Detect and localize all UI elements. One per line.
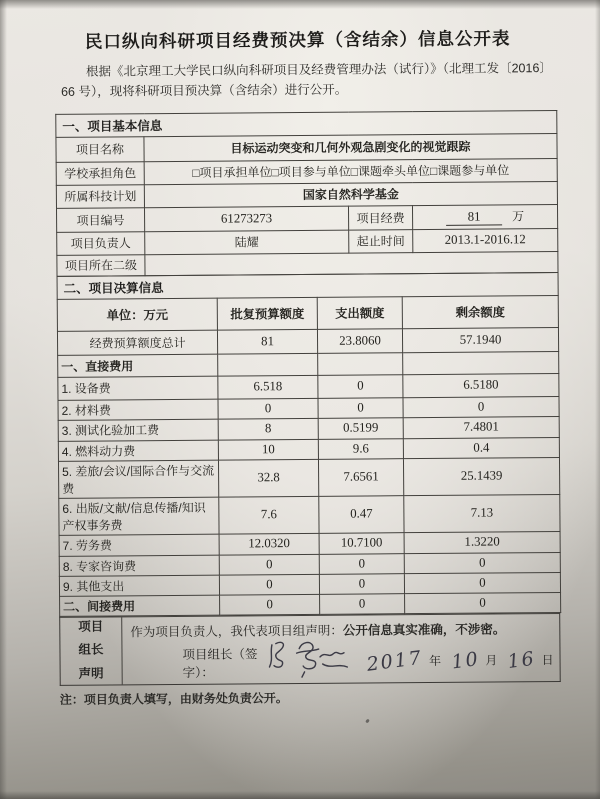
handwritten-signature — [266, 629, 357, 684]
field-label-project-name: 项目名称 — [56, 136, 144, 162]
field-value-project-name: 目标运动突变和几何外观急剧变化的视觉跟踪 — [144, 133, 557, 161]
cell-approved: 0 — [219, 574, 319, 595]
cell-remaining: 0.4 — [403, 437, 559, 458]
row-label: 4. 燃料动力费 — [58, 440, 218, 461]
table-row — [58, 457, 559, 498]
sign-label: 项目组长（签字）： — [182, 646, 258, 680]
row-label: 8. 专家咨询费 — [59, 555, 219, 576]
statement-emphasis: 公开信息真实准确，不涉密。 — [342, 621, 506, 638]
field-value-school-role: □项目承担单位□项目参与单位□课题牵头单位□课题参与单位 — [144, 158, 557, 184]
field-value-program: 国家自然科学基金 — [144, 181, 557, 207]
cell-spent: 0.5199 — [318, 417, 403, 439]
row-label: 一、直接费用 — [58, 354, 218, 377]
cell-spent: 10.7100 — [319, 532, 404, 554]
col-header-unit: 单位：万元 — [57, 298, 217, 331]
field-label-project-funds: 项目经费 — [348, 205, 412, 230]
cell-spent — [318, 352, 403, 375]
handwritten-year: 2017 — [365, 646, 425, 676]
field-label-secondary-unit: 项目所在二级 — [57, 254, 145, 276]
row-label: 2. 材料费 — [58, 399, 218, 420]
field-label-school-role: 学校承担角色 — [56, 161, 144, 185]
cell-approved: 81 — [217, 329, 317, 354]
row-label: 1. 设备费 — [58, 376, 218, 400]
row-label: 5. 差旅/会议/国际合作与交流费 — [58, 460, 218, 498]
field-label-program: 所属科技计划 — [56, 184, 144, 208]
col-header-spent: 支出额度 — [317, 296, 402, 329]
cell-spent: 0 — [320, 593, 405, 614]
cell-approved: 10 — [218, 439, 318, 460]
row-label: 7. 劳务费 — [59, 534, 219, 556]
cell-approved: 7.6 — [219, 496, 319, 534]
field-value-project-number: 61273273 — [144, 206, 348, 232]
month-char: 月 — [485, 653, 498, 668]
basic-section-title: 一、项目基本信息 — [56, 110, 557, 137]
cell-approved: 12.0320 — [219, 533, 319, 555]
budget-table — [57, 271, 562, 616]
basic-info-table — [55, 109, 558, 276]
row-label: 6. 出版/文献/信息传播/知识产权事务费 — [59, 497, 219, 535]
col-header-approved: 批复预算额度 — [217, 297, 317, 330]
cell-approved: 6.518 — [218, 375, 318, 399]
cell-approved: 0 — [219, 554, 319, 575]
declaration-row — [59, 612, 561, 685]
declaration-label-line: 声明 — [78, 666, 104, 681]
cell-remaining: 7.13 — [404, 494, 560, 532]
budget-header-row — [57, 295, 558, 331]
cell-spent: 0 — [318, 374, 403, 398]
col-header-remaining: 剩余额度 — [402, 295, 558, 328]
cell-approved: 8 — [218, 418, 318, 440]
cell-spent: 23.8060 — [317, 328, 402, 353]
cell-approved: 32.8 — [218, 459, 318, 497]
intro-paragraph: 根据《北京理工大学民口纵向科研项目及经费管理办法（试行）》（北理工发〔2016〕66 号），现将科研项目预决算（含结余）进行公开。 — [61, 61, 552, 100]
declaration-label-line: 项目 — [78, 619, 104, 635]
declaration-body — [122, 613, 560, 683]
page-title: 民口纵向科研项目经费预决算（含结余）信息公开表 — [84, 28, 511, 52]
cell-approved — [218, 353, 318, 376]
handwritten-day: 16 — [506, 647, 537, 673]
row-label: 9. 其他支出 — [59, 575, 219, 596]
table-row — [59, 494, 560, 535]
cell-remaining: 1.3220 — [404, 531, 560, 553]
funds-unit: 万 — [512, 209, 525, 224]
cell-remaining: 57.1940 — [402, 327, 558, 352]
field-value-duration: 2013.1-2016.12 — [413, 228, 558, 252]
cell-spent: 0 — [318, 397, 403, 418]
cell-approved: 0 — [220, 594, 320, 615]
field-label-project-number: 项目编号 — [56, 207, 144, 232]
cell-spent: 7.6561 — [318, 458, 403, 496]
signature-line — [130, 638, 553, 685]
declaration-label-line: 组长 — [78, 642, 104, 658]
cell-remaining: 0 — [404, 552, 560, 573]
field-label-duration: 起止时间 — [349, 229, 413, 253]
cell-spent: 0 — [319, 573, 404, 594]
declaration-label — [60, 617, 123, 684]
handwritten-month: 10 — [449, 647, 481, 673]
row-label: 3. 测试化验加工费 — [58, 419, 218, 441]
year-char: 年 — [429, 653, 442, 668]
cell-remaining: 7.4801 — [403, 416, 559, 438]
statement-prefix: 作为项目负责人，我代表项目组声明： — [130, 623, 343, 639]
row-label: 经费预算额度总计 — [57, 330, 217, 355]
cell-spent: 0.47 — [319, 495, 404, 533]
cell-remaining: 0 — [405, 592, 561, 613]
field-label-project-leader: 项目负责人 — [57, 231, 145, 255]
cell-remaining: 6.5180 — [403, 373, 559, 397]
cell-spent: 9.6 — [318, 438, 403, 459]
cell-remaining: 0 — [403, 396, 559, 417]
footnote: 注：项目负责人填写，由财务处负责公开。 — [59, 690, 288, 707]
funds-amount: 81 — [446, 209, 502, 225]
field-value-project-leader: 陆耀 — [145, 230, 349, 255]
cell-remaining: 0 — [404, 572, 560, 593]
cell-remaining — [403, 351, 559, 374]
row-label: 二、间接费用 — [60, 595, 220, 616]
cell-remaining: 25.1439 — [403, 457, 559, 495]
budget-section-title: 二、项目决算信息 — [57, 272, 558, 299]
cell-spent: 0 — [319, 553, 404, 574]
day-char: 日 — [541, 653, 554, 668]
field-value-project-funds — [412, 204, 557, 229]
cell-approved: 0 — [218, 398, 318, 419]
